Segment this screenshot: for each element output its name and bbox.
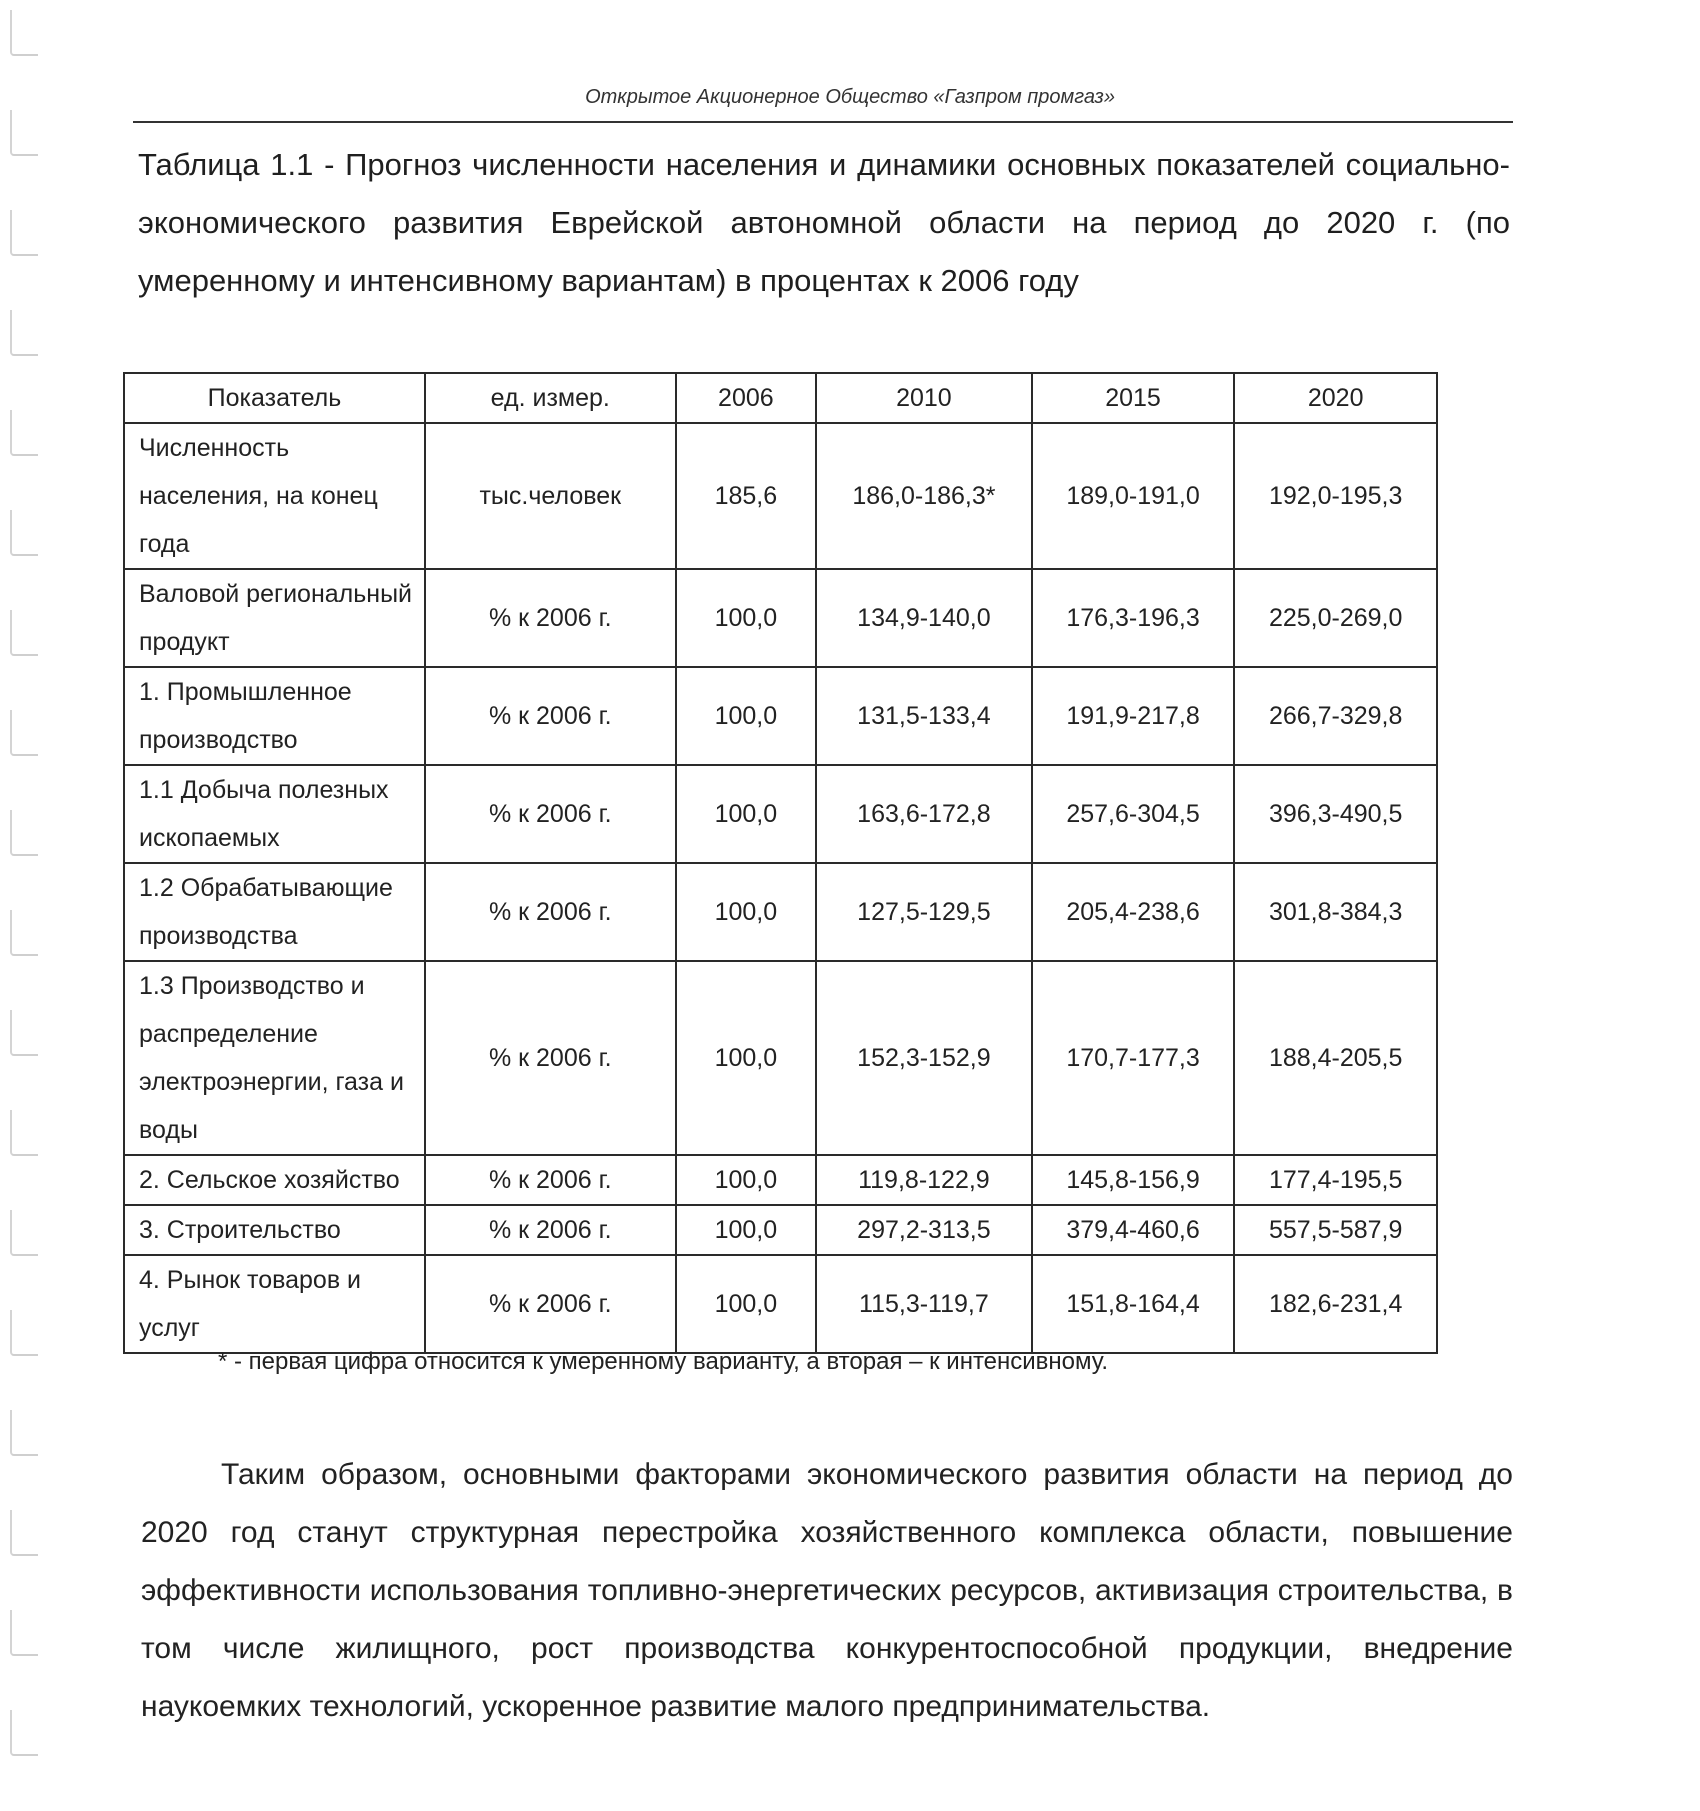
header-indicator: Показатель xyxy=(124,373,425,423)
binder-hole xyxy=(10,1610,38,1656)
forecast-table xyxy=(123,372,1438,1354)
cell-y2006: 100,0 xyxy=(676,569,816,667)
cell-unit: % к 2006 г. xyxy=(425,863,676,961)
table-caption: Таблица 1.1 - Прогноз численности населения и динамики основных показателей социально-экономического развития Еврейской автономной области на период до 2020 г. (по умеренному и интенсивному вариантам) в процентах к 2006 году xyxy=(138,147,1510,298)
cell-indicator: 1.2 Обрабатывающие производства xyxy=(124,863,425,961)
cell-indicator: 1. Промышленное производство xyxy=(124,667,425,765)
binder-hole xyxy=(10,1310,38,1356)
cell-indicator: Валовой региональный продукт xyxy=(124,569,425,667)
binder-hole xyxy=(10,510,38,556)
header-2015: 2015 xyxy=(1032,373,1235,423)
cell-y2015: 191,9-217,8 xyxy=(1032,667,1235,765)
table-row xyxy=(124,1205,1437,1255)
binder-hole xyxy=(10,1010,38,1056)
table-row xyxy=(124,667,1437,765)
header-unit: ед. измер. xyxy=(425,373,676,423)
binder-hole xyxy=(10,10,38,56)
table-header-row xyxy=(124,373,1437,423)
cell-unit: % к 2006 г. xyxy=(425,1205,676,1255)
cell-y2010: 131,5-133,4 xyxy=(816,667,1032,765)
cell-y2015: 145,8-156,9 xyxy=(1032,1155,1235,1205)
cell-y2006: 185,6 xyxy=(676,423,816,569)
header-2006: 2006 xyxy=(676,373,816,423)
binder-hole xyxy=(10,1510,38,1556)
cell-y2020: 192,0-195,3 xyxy=(1234,423,1437,569)
table-row xyxy=(124,961,1437,1155)
table-row xyxy=(124,1255,1437,1353)
cell-indicator: 2. Сельское хозяйство xyxy=(124,1155,425,1205)
cell-y2020: 188,4-205,5 xyxy=(1234,961,1437,1155)
cell-y2010: 115,3-119,7 xyxy=(816,1255,1032,1353)
binder-hole xyxy=(10,310,38,356)
cell-indicator: 1.1 Добыча полезных ископаемых xyxy=(124,765,425,863)
cell-y2010: 127,5-129,5 xyxy=(816,863,1032,961)
cell-y2020: 557,5-587,9 xyxy=(1234,1205,1437,1255)
page-header: Открытое Акционерное Общество «Газпром промгаз» xyxy=(585,86,1115,108)
cell-indicator: 1.3 Производство и распределение электроэнергии, газа и воды xyxy=(124,961,425,1155)
cell-y2006: 100,0 xyxy=(676,1155,816,1205)
table-row xyxy=(124,1155,1437,1205)
header-2010: 2010 xyxy=(816,373,1032,423)
table-footnote: * - первая цифра относится к умеренному варианту, а вторая – к интенсивному. xyxy=(218,1348,1109,1375)
binder-hole xyxy=(10,110,38,156)
cell-y2010: 297,2-313,5 xyxy=(816,1205,1032,1255)
cell-y2006: 100,0 xyxy=(676,765,816,863)
cell-y2010: 186,0-186,3* xyxy=(816,423,1032,569)
table-row xyxy=(124,423,1437,569)
cell-y2015: 176,3-196,3 xyxy=(1032,569,1235,667)
cell-unit: тыс.человек xyxy=(425,423,676,569)
binder-hole xyxy=(10,410,38,456)
cell-y2015: 379,4-460,6 xyxy=(1032,1205,1235,1255)
binder-hole xyxy=(10,1110,38,1156)
cell-y2015: 205,4-238,6 xyxy=(1032,863,1235,961)
cell-indicator: Численность населения, на конец года xyxy=(124,423,425,569)
binder-hole xyxy=(10,910,38,956)
binder-hole xyxy=(10,1410,38,1456)
cell-indicator: 4. Рынок товаров и услуг xyxy=(124,1255,425,1353)
cell-y2020: 301,8-384,3 xyxy=(1234,863,1437,961)
table-row xyxy=(124,863,1437,961)
cell-y2006: 100,0 xyxy=(676,863,816,961)
cell-unit: % к 2006 г. xyxy=(425,569,676,667)
cell-unit: % к 2006 г. xyxy=(425,667,676,765)
binder-hole xyxy=(10,810,38,856)
binder-holes xyxy=(0,0,60,1811)
cell-y2006: 100,0 xyxy=(676,1255,816,1353)
cell-y2015: 189,0-191,0 xyxy=(1032,423,1235,569)
cell-y2015: 170,7-177,3 xyxy=(1032,961,1235,1155)
cell-y2010: 163,6-172,8 xyxy=(816,765,1032,863)
cell-y2020: 266,7-329,8 xyxy=(1234,667,1437,765)
cell-y2006: 100,0 xyxy=(676,667,816,765)
cell-y2020: 225,0-269,0 xyxy=(1234,569,1437,667)
cell-y2006: 100,0 xyxy=(676,961,816,1155)
cell-unit: % к 2006 г. xyxy=(425,961,676,1155)
cell-unit: % к 2006 г. xyxy=(425,1255,676,1353)
table-row xyxy=(124,765,1437,863)
cell-y2010: 119,8-122,9 xyxy=(816,1155,1032,1205)
header-divider xyxy=(133,121,1513,123)
binder-hole xyxy=(10,210,38,256)
binder-hole xyxy=(10,1710,38,1756)
table-row xyxy=(124,569,1437,667)
body-paragraph: Таким образом, основными факторами экономического развития области на период до 2020 год станут структурная перестройка хозяйственного комплекса области, повышение эффективности использования топливно-энергетических ресурсов, активизация строительства, в том числе жилищного, рост производства конкурентоспособной продукции, внедрение наукоемких технологий, ускоренное развитие малого предпринимательства. xyxy=(141,1458,1513,1723)
cell-y2020: 182,6-231,4 xyxy=(1234,1255,1437,1353)
binder-hole xyxy=(10,710,38,756)
cell-y2010: 152,3-152,9 xyxy=(816,961,1032,1155)
cell-y2020: 177,4-195,5 xyxy=(1234,1155,1437,1205)
cell-y2015: 257,6-304,5 xyxy=(1032,765,1235,863)
cell-y2010: 134,9-140,0 xyxy=(816,569,1032,667)
header-2020: 2020 xyxy=(1234,373,1437,423)
binder-hole xyxy=(10,610,38,656)
cell-unit: % к 2006 г. xyxy=(425,1155,676,1205)
binder-hole xyxy=(10,1210,38,1256)
cell-y2020: 396,3-490,5 xyxy=(1234,765,1437,863)
cell-indicator: 3. Строительство xyxy=(124,1205,425,1255)
cell-y2015: 151,8-164,4 xyxy=(1032,1255,1235,1353)
cell-unit: % к 2006 г. xyxy=(425,765,676,863)
cell-y2006: 100,0 xyxy=(676,1205,816,1255)
